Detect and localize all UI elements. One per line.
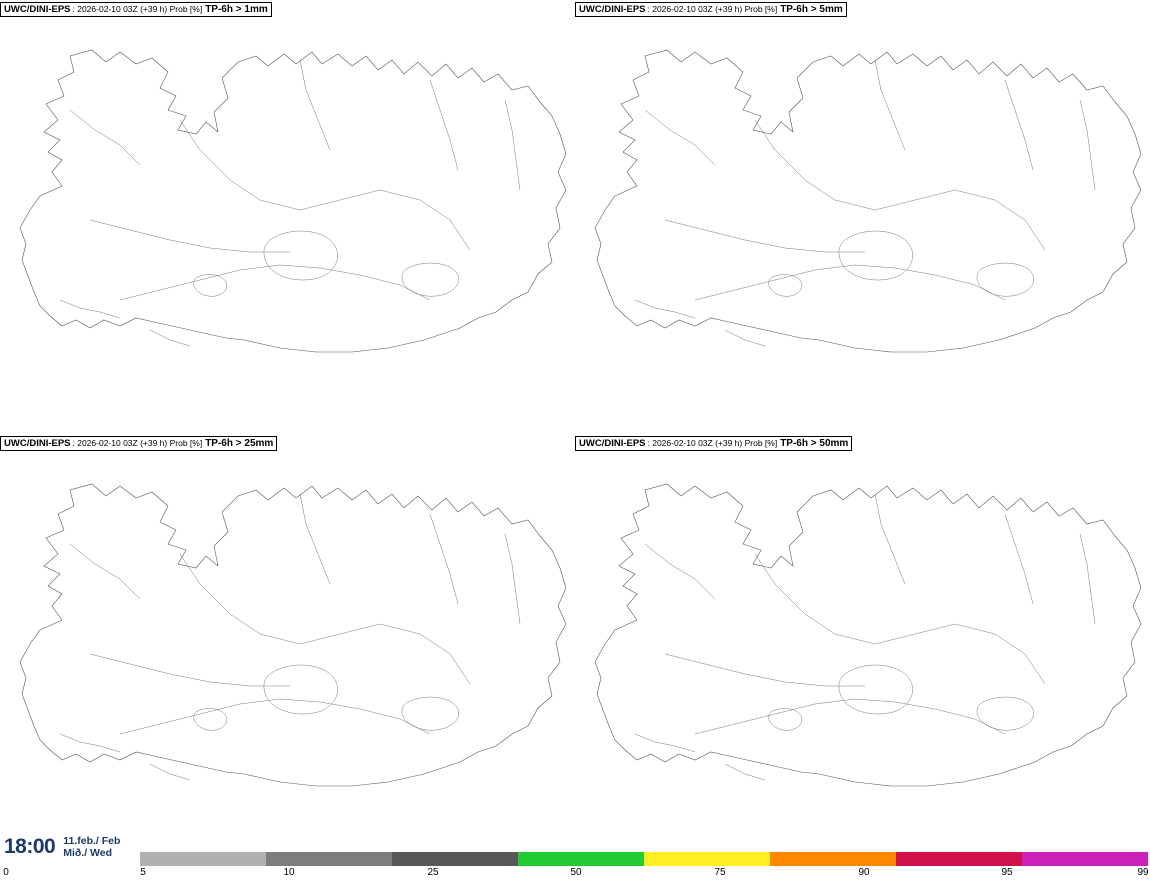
coastline bbox=[20, 50, 566, 352]
run-meta: : 2026-02-10 03Z (+39 h) Prob [%] bbox=[647, 3, 778, 14]
valid-time-block bbox=[0, 830, 140, 864]
map-canvas[interactable] bbox=[575, 0, 1150, 432]
valid-date-line1: 11.feb./ Feb bbox=[63, 835, 121, 847]
map-panel-tp6h-5mm[interactable] bbox=[575, 0, 1150, 432]
model-name: UWC/DINI-EPS bbox=[579, 437, 646, 449]
coastline bbox=[595, 50, 1141, 352]
panel-title-bar bbox=[0, 2, 272, 17]
colorbar-segment-50 bbox=[518, 852, 644, 866]
parameter-label: TP-6h > 1mm bbox=[205, 3, 268, 15]
colorbar-tick-75: 75 bbox=[714, 867, 726, 878]
colorbar-segment-25 bbox=[392, 852, 518, 866]
colorbar-tick-95: 95 bbox=[1001, 867, 1013, 878]
panel-title-bar bbox=[575, 436, 852, 451]
model-name: UWC/DINI-EPS bbox=[579, 3, 646, 15]
parameter-label: TP-6h > 25mm bbox=[205, 437, 274, 449]
iceland-map-svg bbox=[0, 0, 575, 432]
panel-title-bar bbox=[0, 436, 277, 451]
model-name: UWC/DINI-EPS bbox=[4, 437, 71, 449]
run-meta: : 2026-02-10 03Z (+39 h) Prob [%] bbox=[647, 437, 778, 448]
colorbar-tick-99: 99 bbox=[1137, 867, 1149, 878]
colorbar-segment-95 bbox=[896, 852, 1022, 866]
probability-colorbar bbox=[140, 852, 1148, 866]
run-meta: : 2026-02-10 03Z (+39 h) Prob [%] bbox=[72, 437, 203, 448]
colorbar-tick-labels bbox=[0, 867, 1150, 879]
parameter-label: TP-6h > 5mm bbox=[780, 3, 843, 15]
valid-date-block bbox=[63, 835, 120, 859]
valid-date-line2: Mið./ Wed bbox=[63, 847, 113, 859]
valid-time: 18:00 bbox=[4, 835, 56, 858]
iceland-map-svg bbox=[575, 434, 1150, 866]
colorbar-tick-25: 25 bbox=[427, 867, 439, 878]
iceland-map-svg bbox=[575, 0, 1150, 432]
colorbar-segment-10 bbox=[266, 852, 392, 866]
colorbar-segment-75 bbox=[644, 852, 770, 866]
map-canvas[interactable] bbox=[575, 434, 1150, 866]
colorbar-segment-5 bbox=[140, 852, 266, 866]
colorbar-tick-90: 90 bbox=[858, 867, 870, 878]
map-panel-tp6h-25mm[interactable] bbox=[0, 434, 575, 866]
colorbar-segment-99 bbox=[1022, 852, 1148, 866]
map-panel-tp6h-1mm[interactable] bbox=[0, 0, 575, 432]
parameter-label: TP-6h > 50mm bbox=[780, 437, 849, 449]
coastline bbox=[595, 484, 1141, 786]
colorbar-tick-50: 50 bbox=[570, 867, 582, 878]
colorbar-tick-0: 0 bbox=[3, 867, 9, 878]
colorbar-segment-90 bbox=[770, 852, 896, 866]
panel-title-bar bbox=[575, 2, 847, 17]
colorbar-tick-5: 5 bbox=[140, 867, 146, 878]
iceland-map-svg bbox=[0, 434, 575, 866]
footer-bar bbox=[0, 835, 1150, 891]
colorbar-tick-10: 10 bbox=[283, 867, 295, 878]
model-name: UWC/DINI-EPS bbox=[4, 3, 71, 15]
map-panel-tp6h-50mm[interactable] bbox=[575, 434, 1150, 866]
map-canvas[interactable] bbox=[0, 0, 575, 432]
map-canvas[interactable] bbox=[0, 434, 575, 866]
run-meta: : 2026-02-10 03Z (+39 h) Prob [%] bbox=[72, 3, 203, 14]
coastline bbox=[20, 484, 566, 786]
